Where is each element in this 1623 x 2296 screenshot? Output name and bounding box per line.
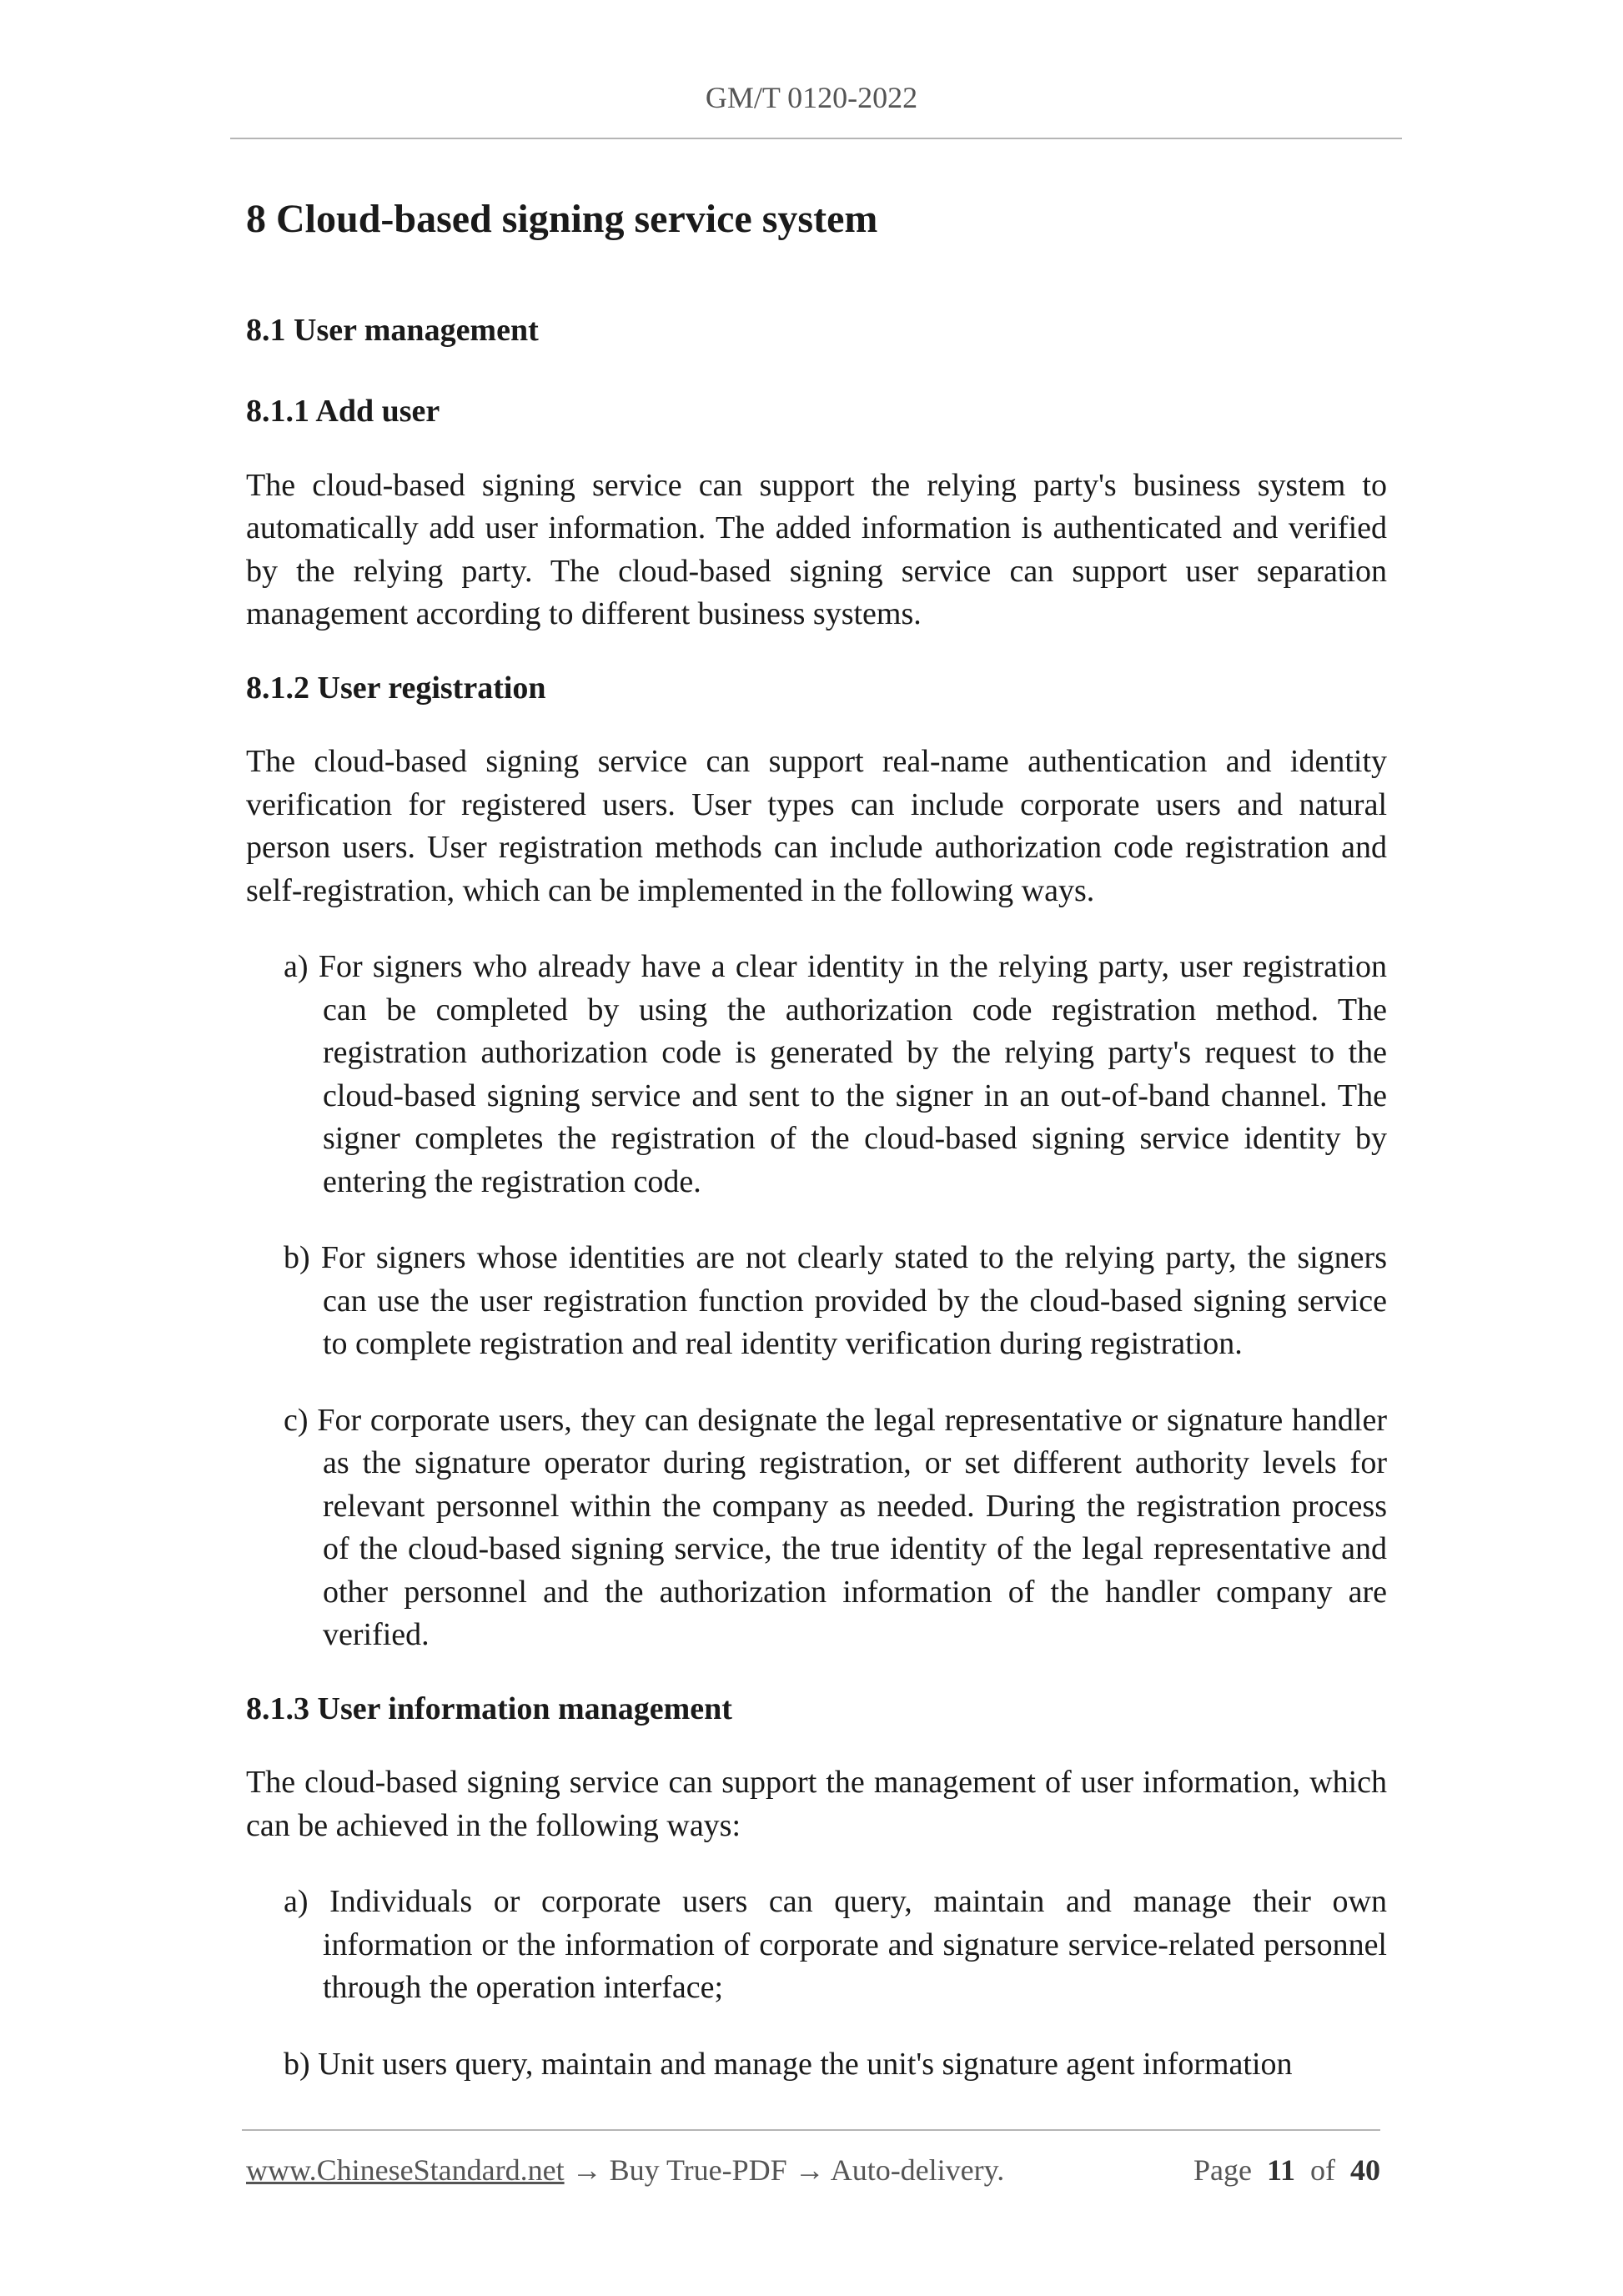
page-total: 40 (1350, 2153, 1380, 2187)
list-item: a) For signers who already have a clear identity in the relying party, user registration can be completed by using the authorization code registration method. The registration authorization code is generated by the relying party's request to the cloud-based signing service and sent to the signer in an out-of-band channel. The signer completes the registration of the cloud-based signing service identity by entering the registration code. (284, 949, 1387, 1199)
footer-divider (242, 2129, 1380, 2131)
section-8-1-3-body: The cloud-based signing service can support the management of user information, which can be achieved in the following ways: (246, 1765, 1387, 1843)
section-8-1-1-body: The cloud-based signing service can support the relying party's business system to automatically add user information. The added information is authenticated and verified by the relying party. The cloud-based signing service can support user separation management according to different business systems. (246, 467, 1387, 632)
footer-promo-line (246, 2153, 1004, 2188)
section-8-1-2-title: 8.1.2 User registration (246, 670, 546, 706)
promo-text: → Buy True-PDF → Auto-delivery. (564, 2153, 1005, 2187)
section-8-1-2-body: The cloud-based signing service can support real-name authentication and identity verification for registered users. User types can include corporate users and natural person users. User registration methods can include authorization code registration and self-registration, which can be implemented in the following ways. (246, 744, 1387, 908)
page-indicator (1193, 2153, 1380, 2188)
page-of: of (1310, 2153, 1335, 2187)
list-item: a) Individuals or corporate users can query, maintain and manage their own information or the information of corporate and signature service-related personnel through the operation interface; (284, 1884, 1387, 2006)
section-8-1-3-title: 8.1.3 User information management (246, 1691, 732, 1726)
page-current: 11 (1266, 2153, 1295, 2187)
header-divider (230, 138, 1402, 139)
section-8-1-1-title: 8.1.1 Add user (246, 394, 440, 430)
section-8-1-title: 8.1 User management (246, 312, 539, 348)
page-content (246, 183, 1387, 2086)
header-doc-code: GM/T 0120-2022 (705, 81, 918, 114)
page-label: Page (1193, 2153, 1252, 2187)
list-item: b) For signers whose identities are not clearly stated to the relying party, the signers can use the user registration function provided by the cloud-based signing service to complete registration and real identity verification during registration. (284, 1240, 1387, 1362)
site-link[interactable]: www.ChineseStandard.net (246, 2153, 565, 2187)
list-item: c) For corporate users, they can designate the legal representative or signature handler as the signature operator during registration, or set different authority levels for relevant personnel within the company as needed. During the registration process of the cloud-based signing service, the true identity of the legal representative and other personnel and the authorization information of the handler company are verified. (284, 1402, 1387, 1653)
footer (246, 2153, 1380, 2188)
list-item: b) Unit users query, maintain and manage the unit's signature agent information (284, 2046, 1293, 2082)
chapter-title: 8 Cloud-based signing service system (246, 197, 878, 241)
